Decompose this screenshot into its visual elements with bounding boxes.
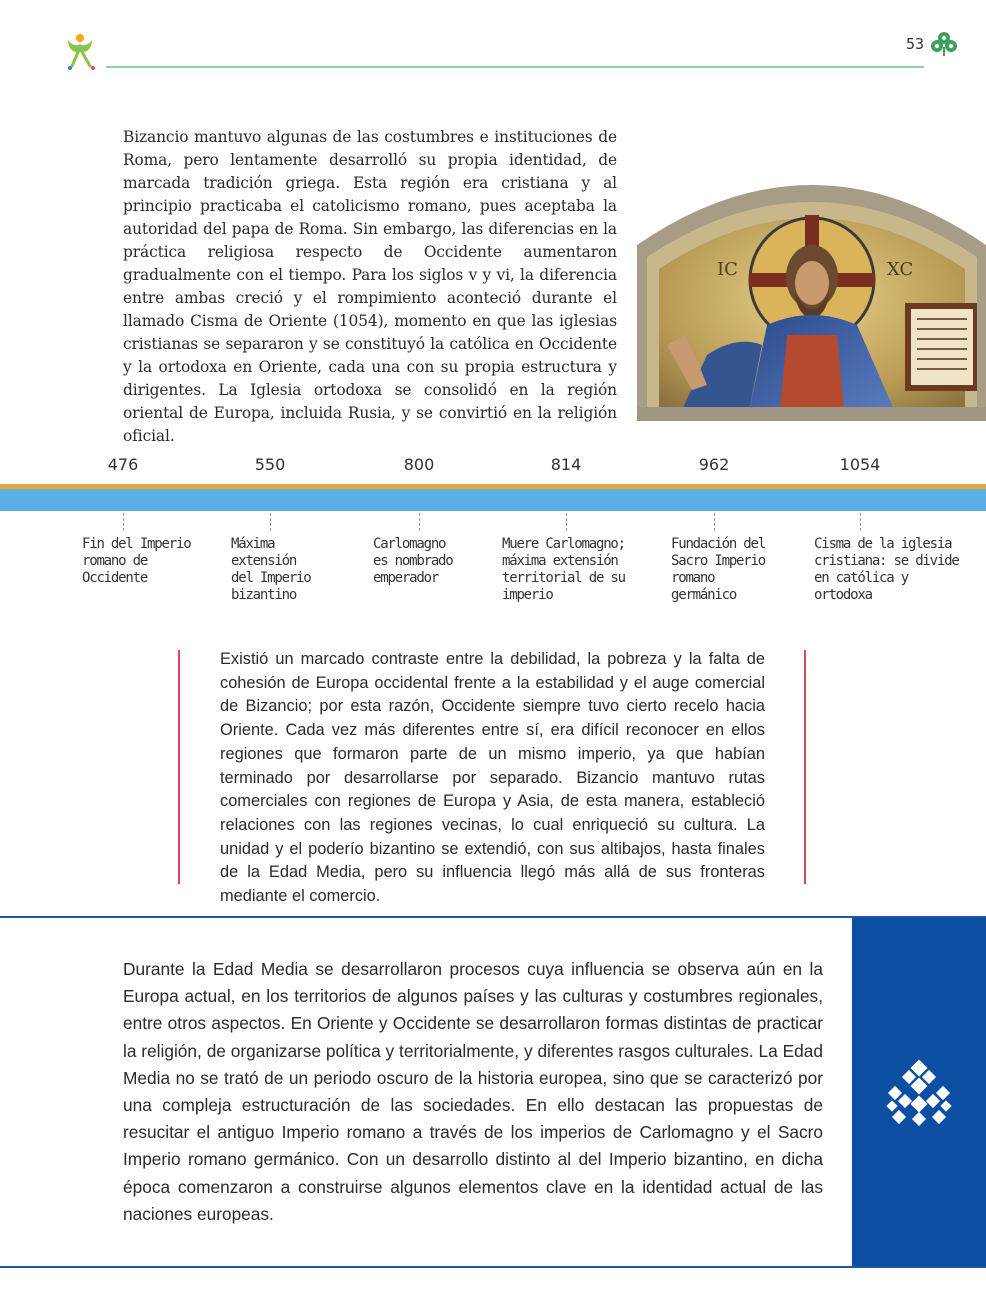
summary-paragraph: Durante la Edad Media se desarrollaron procesos cuya influencia se observa aún en la Europa actual, en los territorios de algunos países y las culturas y costumbres regionales, entre otros aspectos. En Oriente y Occidente se desarrollaron formas distintas de practicar la religión, de organizarse política y territorialmente, y diferentes rasgos culturales. La Edad Media no se trató de un periodo oscuro de la historia europea, sino que se caracterizó por una compleja estructuración de las sociedades. En ello destacan las propuestas de resucitar el antiguo Imperio romano a través de los imperios de Carlomagno y el Sacro Imperio romano germánico. Con un desarrollo distinto al del Imperio bizantino, en dicha época comenzaron a construirse algunos elementos clave en la identidad actual de las naciones europeas. — [123, 959, 823, 1224]
timeline-years — [0, 455, 986, 479]
summary-rule-top — [0, 916, 986, 918]
timeline-year: 800 — [403, 455, 435, 474]
section-emblem-icon — [884, 1058, 954, 1126]
timeline-event-label-line: Fin del Imperio — [82, 536, 191, 552]
timeline-event-label-line: Muere Carlomagno; — [502, 536, 625, 552]
timeline-event-label-line: del Imperio — [231, 570, 311, 586]
timeline-tick — [419, 513, 420, 531]
timeline-year: 1054 — [839, 455, 881, 474]
book-series-logo-icon — [60, 30, 106, 72]
mosaic-letters-left: IC — [717, 259, 738, 280]
christ-pantocrator-mosaic-image — [637, 185, 986, 421]
timeline-event-label-line: cristiana: se divide — [814, 553, 959, 569]
timeline-event-label — [373, 536, 453, 587]
timeline-event-label — [814, 536, 959, 604]
timeline-event-label-line: romano de — [82, 553, 148, 569]
timeline-tick — [566, 513, 567, 531]
timeline-event-label-line: en católica y — [814, 570, 908, 586]
timeline-event-label-line: es nombrado — [373, 553, 453, 569]
timeline-year: 550 — [254, 455, 286, 474]
timeline-event-label-line: máxima extensión — [502, 553, 618, 569]
timeline-tick — [860, 513, 861, 531]
timeline-event-label-line: romano — [671, 570, 715, 586]
page-number: 53 — [906, 35, 925, 53]
timeline-event-label-line: Sacro Imperio — [671, 553, 765, 569]
header-rule — [106, 66, 924, 68]
timeline-tick — [123, 513, 124, 531]
intro-paragraph: Bizancio mantuvo algunas de las costumbres e instituciones de Roma, pero lentamente desarrolló su propia identidad, de marcada tradición griega. Esta región era cristiana y al principio practicaba el catolicismo romano, pues aceptaba la autoridad del papa de Roma. Sin embargo, las diferencias en la práctica religiosa respecto de Occidente aumentaron gradualmente con el tiempo. Para los siglos v y vi, la diferencia entre ambas creció y el rompimiento aconteció durante el llamado Cisma de Oriente (1054), momento en que las iglesias cristianas se separaron y se constituyó la católica en Occidente y la ortodoxa en Oriente, cada una con su propia estructura y dirigentes. La Iglesia ortodoxa se consolidó en la región oriental de Europa, incluida Rusia, y se convirtió en la religión oficial. — [123, 128, 617, 445]
timeline-event-label-line: Fundación del — [671, 536, 765, 552]
boxed-paragraph: Existió un marcado contraste entre la debilidad, la pobreza y la falta de cohesión de Europa occidental frente a la estabilidad y el auge comercial de Bizancio; por esta razón, Occidente siempre tuvo cierto recelo hacia Oriente. Cada vez más diferentes entre sí, era difícil reconocer en ellos regiones que formaron parte de un mismo imperio, ya que habían terminado por desarrollarse por separado. Bizancio mantuvo rutas comerciales con regiones de Europa y Asia, de esta manera, estableció relaciones con las regiones vecinas, lo cual enriqueció su cultura. La unidad y el poderío bizantino se extendió, con sus altibajos, hasta finales de la Edad Media, pero su influencia llegó más allá de sus fronteras mediante el comercio. — [220, 650, 765, 906]
boxed-rule-left — [178, 650, 180, 884]
timeline-event-label — [671, 536, 765, 604]
timeline-tick — [270, 513, 271, 531]
timeline-year: 962 — [698, 455, 730, 474]
timeline-event-label-line: bizantino — [231, 587, 297, 603]
timeline-event-label-line: Carlomagno — [373, 536, 446, 552]
mosaic-letters-right: XC — [887, 259, 914, 280]
timeline-event-label-line: emperador — [373, 570, 439, 586]
boxed-rule-right — [804, 650, 806, 884]
clover-icon — [930, 31, 958, 57]
timeline-bar-blue — [0, 489, 986, 511]
summary-rule-bottom — [0, 1266, 986, 1268]
timeline-year: 814 — [550, 455, 582, 474]
timeline-tick — [714, 513, 715, 531]
timeline-event-label-line: extensión — [231, 553, 297, 569]
timeline-event-label — [82, 536, 190, 587]
timeline-year: 476 — [107, 455, 139, 474]
timeline-event-label-line: Cisma de la iglesia — [814, 536, 952, 552]
timeline-event-label-line: territorial de su — [502, 570, 625, 586]
timeline-event-label-line: Occidente — [82, 570, 148, 586]
timeline-event-label-line: ortodoxa — [814, 587, 872, 603]
timeline-event-label — [502, 536, 625, 604]
timeline-event-label-line: Máxima — [231, 536, 275, 552]
timeline-event-label-line: germánico — [671, 587, 737, 603]
timeline-event-label-line: imperio — [502, 587, 553, 603]
timeline-event-label — [231, 536, 311, 604]
